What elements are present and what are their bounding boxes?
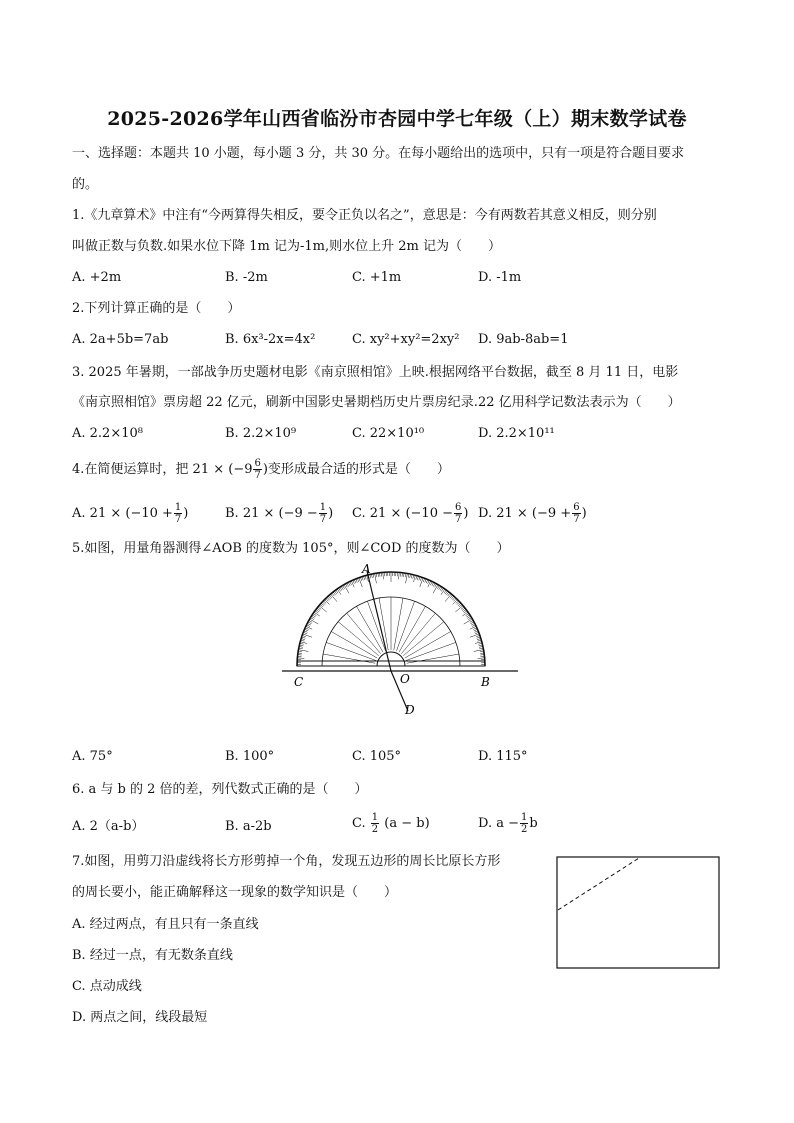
section-instructions-line1: 一、选择题：本题共 10 小题，每小题 3 分，共 30 分。在每小题给出的选项中，只有一项是符合题目要求 [72, 146, 685, 161]
q4-option-d-fraction [572, 502, 580, 525]
q4-option-b-expr: 21 × (−9 − [242, 506, 318, 521]
protractor-tick [470, 626, 476, 629]
q4-option-d-label: D. [478, 506, 493, 521]
protractor-tick [303, 634, 312, 637]
q6-stem: 6. a 与 b 的 2 倍的差，列代数式正确的是（ ） [72, 782, 368, 797]
q4-option-b-close: ) [328, 506, 334, 521]
q4-option-c [352, 502, 468, 525]
label-b: B [481, 675, 490, 689]
protractor-radial-line [401, 613, 435, 654]
q4-option-c-label: C. [352, 506, 366, 521]
protractor-tick [359, 578, 362, 587]
q2-option-b: B. 6x³-2x=4x² [225, 332, 316, 347]
label-c: C [294, 675, 304, 689]
protractor-radial-line [357, 606, 384, 652]
q6-option-c [352, 812, 430, 835]
q1-option-c: C. +1m [352, 270, 402, 285]
ray-oa [367, 571, 391, 671]
cut-dashed-line [558, 858, 639, 910]
protractor-figure [270, 555, 530, 720]
protractor-radial-line [347, 613, 381, 654]
protractor-tick [428, 581, 431, 587]
q6-option-d-expr: a − [496, 816, 520, 831]
protractor-radial-line [406, 642, 456, 660]
q1-stem-line2: 叫做正数与负数.如果水位下降 1m 记为-1m,则水位上升 2m 记为（ ） [72, 239, 501, 254]
protractor-radial-line [396, 601, 414, 651]
q7-option-a: A. 经过两点，有且只有一条直线 [72, 917, 259, 932]
protractor-radial-line [323, 654, 375, 663]
q4-stem [72, 458, 450, 481]
protractor-tick [475, 642, 482, 644]
q4-option-b-denominator: 7 [319, 514, 327, 525]
page-title: 2025-2026学年山西省临汾市杏园中学七年级（上）期末数学试卷 [107, 108, 687, 130]
protractor-radial-line [403, 622, 444, 656]
q6-option-d-denominator: 2 [521, 824, 528, 835]
label-a: A [362, 562, 371, 576]
q4-option-c-numerator: 6 [455, 502, 462, 513]
q1-option-a: A. +2m [72, 270, 122, 285]
protractor-tick [325, 600, 330, 605]
protractor-tick [314, 612, 320, 616]
q6-option-c-numerator: 1 [371, 812, 379, 823]
protractor-tick [298, 650, 308, 652]
protractor-radial-line [407, 654, 459, 663]
q4-option-a-expr: 21 × (−10 + [89, 506, 173, 521]
q4-option-b [225, 502, 333, 525]
protractor-radial-line [394, 598, 403, 650]
protractor-tick [306, 626, 312, 629]
label-d: D [405, 703, 415, 717]
q6-option-d-tail: b [529, 816, 538, 831]
protractor-center-arc [377, 652, 405, 666]
q7-option-d: D. 两点之间，线段最短 [72, 1010, 208, 1025]
q5-option-d: D. 115° [478, 749, 528, 764]
q4-option-a-denominator: 7 [174, 514, 182, 525]
q5-option-b: B. 100° [225, 749, 275, 764]
protractor-base [297, 661, 485, 666]
q6-option-a: A. 2（a-b） [72, 819, 145, 834]
protractor-tick [420, 578, 423, 587]
q4-option-d [478, 502, 587, 525]
q4-option-d-denominator: 7 [573, 514, 580, 525]
q3-option-c: C. 22×10¹⁰ [352, 426, 425, 441]
protractor-tick [383, 572, 384, 579]
protractor-tick [300, 642, 307, 644]
q3-stem-line2: 《南京照相馆》票房超 22 亿元，刷新中国影史暑期档历史片票房纪录.22 亿用科学记数法表示为（ ） [72, 395, 681, 410]
q3-option-a: A. 2.2×10⁸ [72, 426, 143, 441]
q4-option-d-numerator: 6 [573, 502, 580, 513]
q4-stem-pre: 4.在简便运算时，把 [72, 462, 189, 477]
protractor-tick [297, 658, 304, 659]
q4-option-a-fraction [174, 502, 182, 525]
q4-stem-post: )变形成最合适的形式是（ ） [262, 462, 450, 477]
protractor-tick [478, 658, 485, 659]
section-instructions-line2: 的。 [72, 177, 99, 192]
label-o: O [400, 672, 410, 686]
q7-option-b: B. 经过一点，有无数条直线 [72, 948, 233, 963]
protractor-tick [351, 581, 354, 587]
protractor-tick [441, 589, 445, 595]
protractor-radial-line [405, 632, 451, 659]
protractor-tick [470, 634, 479, 637]
q7-stem-line1: 7.如图，用剪刀沿虚线将长方形剪掉一个角，发现五边形的周长比原长方形 [72, 854, 501, 869]
q1-stem-line1: 1.《九章算术》中注有“今两算得失相反，要令正负以名之”，意思是：今有两数若其意义相反，则分别 [72, 208, 657, 223]
q6-option-d-fraction [520, 812, 528, 835]
q3-stem-line1: 3. 2025 年暑期，一部战争历史题材电影《南京照相馆》上映.根据网络平台数据，截至 8 月 11 日，电影 [72, 365, 679, 380]
protractor-tick [474, 650, 484, 652]
q2-option-d: D. 9ab-8ab=1 [478, 332, 569, 347]
protractor-tick [375, 573, 377, 583]
rectangle-figure [556, 856, 722, 972]
q4-option-a-close: ) [183, 506, 189, 521]
q5-option-c: C. 105° [352, 749, 402, 764]
protractor-radial-line [331, 632, 377, 659]
q4-option-c-denominator: 7 [455, 514, 462, 525]
protractor-tick [453, 600, 458, 605]
q3-option-d: D. 2.2×10¹¹ [478, 426, 555, 441]
q7-option-c: C. 点动成线 [72, 979, 142, 994]
q4-option-d-close: ) [581, 506, 587, 521]
q4-option-a [72, 502, 188, 525]
q4-option-a-label: A. [72, 506, 86, 521]
protractor-tick [406, 573, 408, 583]
protractor-radial-line [399, 606, 426, 652]
q6-option-c-fraction [371, 812, 379, 835]
q2-stem: 2.下列计算正确的是（ ） [72, 301, 241, 316]
q7-stem-line2: 的周长要小，能正确解释这一现象的数学知识是（ ） [72, 885, 398, 900]
q6-option-b: B. a-2b [225, 819, 272, 834]
rectangle-outline [557, 857, 719, 968]
q4-option-b-label: B. [225, 506, 239, 521]
q4-stem-expr: 21 × (−9 [192, 462, 253, 477]
q6-option-d [478, 812, 538, 835]
protractor-tick [337, 589, 341, 595]
q5-stem: 5.如图，用量角器测得∠AOB 的度数为 105°，则∠COD 的度数为（ ） [72, 541, 510, 556]
q4-option-b-fraction [319, 502, 327, 525]
q1-option-b: B. -2m [225, 270, 268, 285]
q2-option-c: C. xy²+xy²=2xy² [352, 332, 460, 347]
q6-option-d-numerator: 1 [521, 812, 528, 823]
q4-option-d-expr: 21 × (−9 + [496, 506, 572, 521]
q4-stem-fraction [253, 458, 261, 481]
q6-option-c-denominator: 2 [371, 824, 379, 835]
q1-option-d: D. -1m [478, 270, 522, 285]
protractor-tick [462, 612, 468, 616]
q4-stem-denominator: 7 [254, 470, 261, 481]
q6-option-c-label: C. [352, 816, 366, 831]
q6-option-d-label: D. [478, 816, 493, 831]
q4-stem-numerator: 6 [254, 458, 261, 469]
protractor-radial-line [338, 622, 379, 656]
q6-option-c-expr: (a − b) [384, 816, 430, 831]
protractor-tick [414, 575, 416, 582]
q4-option-c-close: ) [463, 506, 469, 521]
protractor-tick [399, 572, 400, 579]
q4-option-c-fraction [454, 502, 462, 525]
q3-option-b: B. 2.2×10⁹ [225, 426, 297, 441]
q4-option-c-expr: 21 × (−10 − [369, 506, 453, 521]
q5-option-a: A. 75° [72, 749, 113, 764]
q4-option-b-numerator: 1 [319, 502, 327, 513]
q2-option-a: A. 2a+5b=7ab [72, 332, 169, 347]
protractor-radial-line [326, 642, 376, 660]
q4-option-a-numerator: 1 [174, 502, 182, 513]
